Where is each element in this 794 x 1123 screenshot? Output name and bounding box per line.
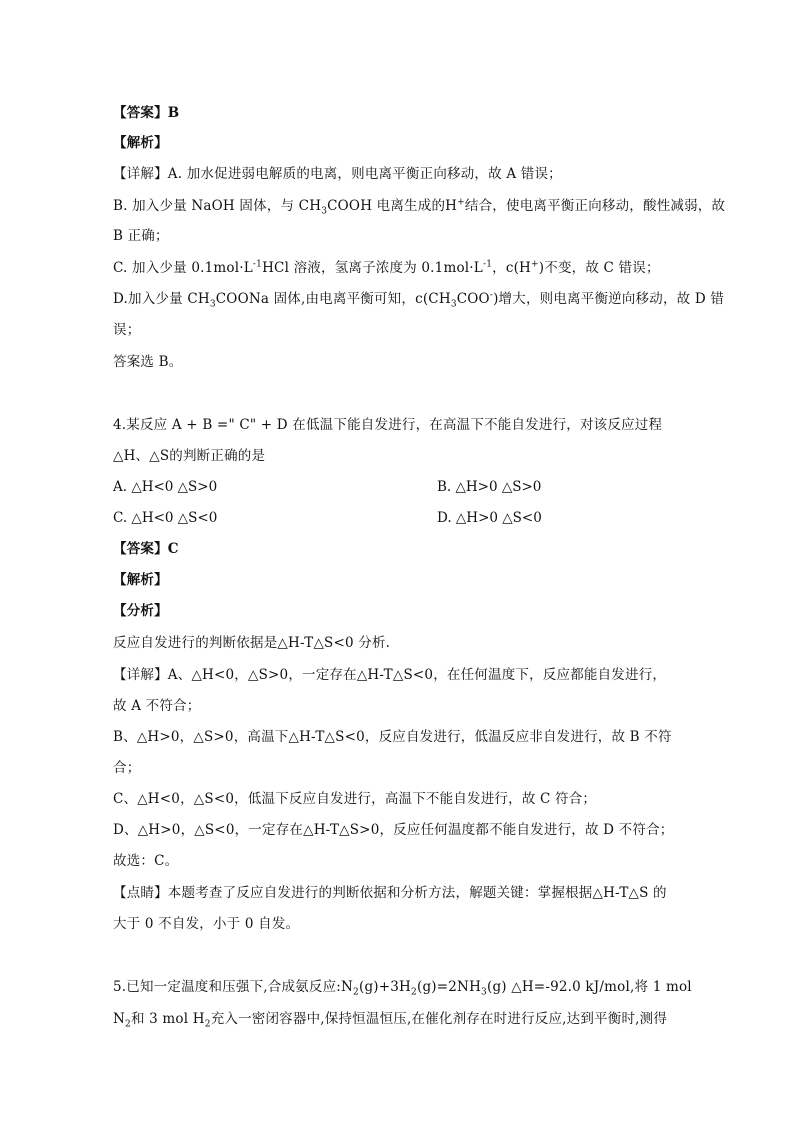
analysis-text-q4: 反应自发进行的判断依据是△H-T△S<0 分析. — [113, 635, 391, 651]
option-b: B. △H>0 △S>0 — [437, 479, 542, 495]
question-5-stem — [113, 978, 692, 998]
explanation-line-b-cont: B 正确； — [113, 228, 169, 244]
superscript: -1 — [252, 259, 263, 270]
subscript: 2 — [411, 987, 417, 998]
detail-line-c: C、△H<0，△S<0，低温下反应自发进行，高温下不能自发进行，故 C 符合； — [113, 791, 597, 807]
text-segment: )不变，故 C 错误； — [538, 260, 660, 276]
text-segment: N — [113, 1011, 126, 1027]
explanation-line-c — [113, 259, 685, 277]
question-5-stem-cont — [113, 1010, 685, 1028]
text-segment: D.加入少量 CH — [113, 291, 210, 307]
detail-line-d: D、△H>0，△S<0，一定存在△H-T△S>0，反应任何温度都不能自发进行，故 D 不符合； — [113, 822, 674, 838]
subscript: 3 — [450, 299, 457, 310]
option-c: C. △H<0 △S<0 — [113, 510, 218, 526]
remark-line-cont: 大于 0 不自发，小于 0 自发。 — [113, 916, 300, 932]
text-segment: COOH 电离生成的H — [327, 198, 458, 214]
text-segment: B. 加入少量 NaOH 固体，与 CH — [113, 198, 322, 214]
final-answer-q3: 答案选 B。 — [113, 354, 183, 370]
subscript: 2 — [125, 1019, 131, 1030]
superscript: - — [489, 290, 494, 301]
text-segment: COO — [456, 291, 490, 307]
text-segment: (g)=2NH — [416, 979, 482, 995]
subscript: 3 — [321, 206, 328, 217]
text-segment: 充入一密闭容器中,保持恒温恒压,在催化剂存在时进行反应,达到平衡时,测得 — [210, 1011, 668, 1027]
remark-line: 【点睛】本题考查了反应自发进行的判断依据和分析方法，解题关键：掌握根据△H-T△S 的 — [113, 885, 667, 901]
text-segment: 结合，使电离平衡正向移动，酸性减弱，故 — [464, 198, 726, 214]
analysis-label-q4: 【解析】 — [113, 572, 168, 588]
explanation-line-d-cont: 误； — [113, 322, 141, 338]
superscript: + — [457, 197, 465, 208]
detail-line-a-cont: 故 A 不符合； — [113, 698, 201, 714]
option-d: D. △H>0 △S<0 — [437, 510, 542, 526]
detail-line-b: B、△H>0，△S>0，高温下△H-T△S<0，反应自发进行，低温反应非自发进行，故 B 不符 — [113, 729, 672, 745]
text-segment: HCl 溶液，氢离子浓度为 0.1mol·L — [262, 260, 483, 276]
subscript: 2 — [204, 1019, 211, 1030]
subscript: 3 — [209, 299, 216, 310]
text-segment: 和 3 mol H — [130, 1011, 205, 1027]
superscript: -1 — [482, 259, 493, 270]
analysis-label-q3: 【解析】 — [113, 135, 168, 151]
question-4-stem: 4.某反应 A + B =" C" + D 在低温下能自发进行，在高温下不能自发进行，对该反应过程 — [113, 417, 663, 433]
text-segment: 5.已知一定温度和压强下,合成氨反应:N — [113, 979, 354, 995]
detail-line-a: 【详解】A、△H<0，△S>0，一定存在△H-T△S<0，在任何温度下，反应都能自发进行， — [113, 667, 667, 683]
subscript: 3 — [481, 987, 487, 998]
conclusion-q4: 故选：C。 — [113, 853, 179, 869]
question-4-stem-cont: △H、△S的判断正确的是 — [113, 448, 266, 464]
breakdown-label-q4: 【分析】 — [113, 603, 168, 619]
text-segment: (g) △H=-92.0 kJ/mol,将 1 mol — [486, 979, 692, 995]
superscript: + — [531, 259, 539, 270]
explanation-line-a: 【详解】A. 加水促进弱电解质的电离，则电离平衡正向移动，故 A 错误； — [113, 166, 562, 182]
answer-label-q4: 【答案】C — [113, 541, 179, 557]
text-segment: COONa 固体,由电离平衡可知，c(CH — [215, 291, 451, 307]
detail-line-b-cont: 合； — [113, 760, 141, 776]
text-segment: ，c(H — [492, 260, 532, 276]
text-segment: C. 加入少量 0.1mol·L — [113, 260, 253, 276]
explanation-line-b — [113, 197, 726, 217]
answer-label-q3: 【答案】B — [113, 105, 180, 121]
explanation-line-d — [113, 290, 725, 310]
text-segment: (g)+3H — [358, 979, 412, 995]
text-segment: )增大，则电离平衡逆向移动，故 D 错 — [493, 291, 725, 307]
option-a: A. △H<0 △S>0 — [113, 479, 218, 495]
subscript: 2 — [353, 987, 359, 998]
